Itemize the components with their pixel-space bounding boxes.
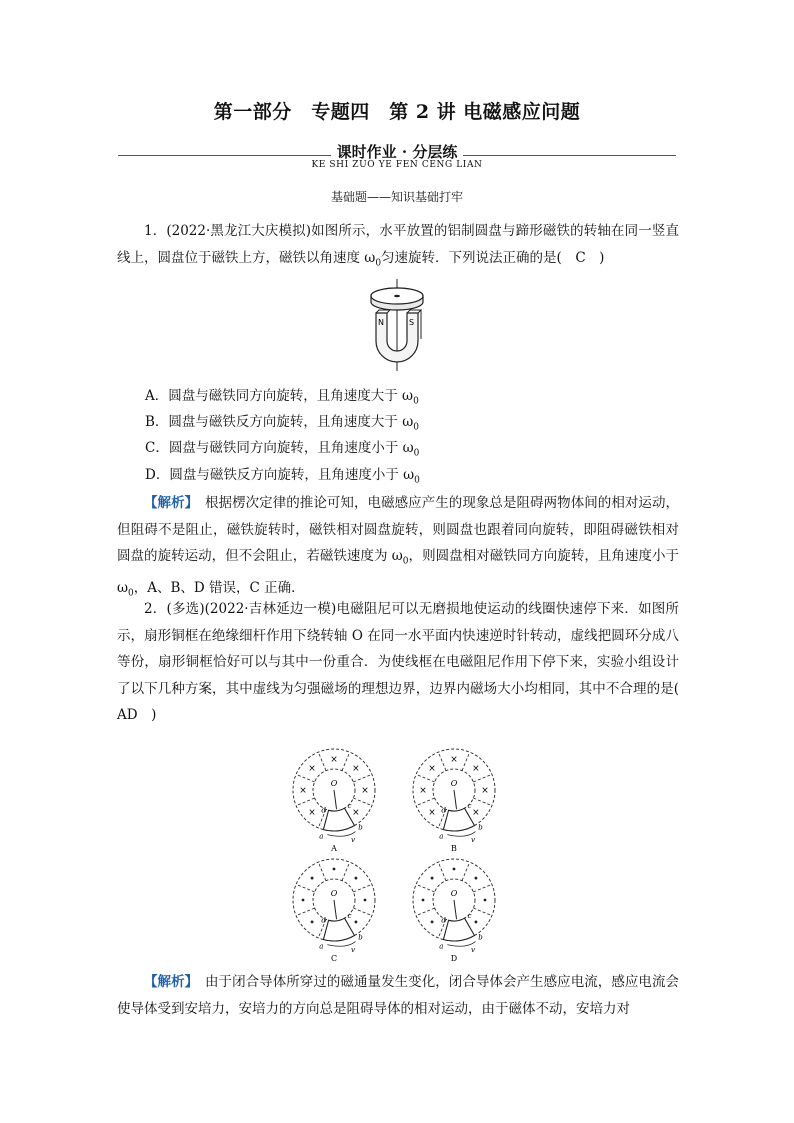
question-1-analysis: 【解析】 根据楞次定律的推论可知，电磁感应产生的现象总是阻碍两物体间的相对运动，但阻碍不是阻止，磁铁旋转时，磁铁相对圆盘旋转，则圆盘也跟着同向旋转，即阻碍磁铁相对圆盘的旋转运动，但不会阻止，若磁铁速度为 $\omega_0$，则圆盘相对磁铁同方向旋转，且角速度小于 $\omega_0$，A、B、D 错误，C 正确． xyxy=(117,495,680,599)
corner-label-c: c xyxy=(467,802,472,811)
field-dot-symbol xyxy=(311,877,314,880)
corner-label-b: b xyxy=(478,823,483,832)
question-1-stem: 1．(2022·黑龙江大庆模拟)如图所示，水平放置的铝制圆盘与蹄形磁铁的转轴在同一竖直线上，圆盘位于磁铁上方，磁铁以角速度 $\omega_0$匀速旋转．下列说法正确的是( C ) xyxy=(117,223,679,269)
corner-label-d: d xyxy=(441,806,446,815)
corner-label-b: b xyxy=(358,823,363,832)
ring-panel-C xyxy=(293,859,375,963)
field-cross-symbol: × xyxy=(330,755,338,765)
field-cross-symbol: × xyxy=(308,807,316,818)
field-dot-symbol xyxy=(475,877,478,880)
field-dot-symbol xyxy=(422,899,425,902)
field-dot-symbol xyxy=(355,921,358,924)
copper-sector-frame xyxy=(443,808,474,831)
field-cross-symbol: × xyxy=(299,786,307,796)
field-cross-symbol: × xyxy=(352,764,360,775)
section-title: 基础题——知识基础打牢 xyxy=(330,190,463,204)
corner-label-d: d xyxy=(441,916,446,925)
field-dot-symbol xyxy=(484,899,487,902)
panel-label: C xyxy=(330,954,338,963)
field-dot-symbol xyxy=(475,921,478,924)
field-dot-symbol xyxy=(333,868,336,871)
corner-label-c: c xyxy=(347,912,352,921)
field-cross-symbol: × xyxy=(481,786,489,796)
field-dot-symbol xyxy=(431,877,434,880)
field-cross-symbol: × xyxy=(352,807,360,818)
axis-label: O xyxy=(330,779,338,788)
field-dot-symbol xyxy=(431,921,434,924)
corner-label-d: d xyxy=(321,916,326,925)
field-cross-symbol: × xyxy=(472,764,480,775)
field-cross-symbol: × xyxy=(428,764,436,775)
field-dot-symbol xyxy=(311,921,314,924)
corner-label-b: b xyxy=(358,933,363,942)
corner-label-a: a xyxy=(319,832,324,841)
corner-label-a: a xyxy=(439,942,444,951)
velocity-label: v xyxy=(471,836,475,844)
corner-label-a: a xyxy=(319,942,324,951)
question-2-analysis: 【解析】 由于闭合导体所穿过的磁通量发生变化，闭合导体会产生感应电流，感应电流会使导体受到安培力，安培力的方向总是阻碍导体的相对运动，由于磁体不动，安培力对 xyxy=(117,974,680,1017)
field-dot-symbol xyxy=(364,899,367,902)
copper-sector-frame xyxy=(323,918,354,941)
banner-pinyin: KE SHI ZUO YE FEN CENG LIAN xyxy=(311,160,483,170)
magnet-south-label: S xyxy=(409,318,415,327)
question-1-option-d: D．圆盘与磁铁反方向旋转，且角速度小于 $\omega_0$ xyxy=(145,467,420,486)
copper-sector-frame xyxy=(443,918,474,941)
banner-chinese: 课时作业 · 分层练 xyxy=(336,143,458,161)
panel-label: D xyxy=(450,954,458,963)
question-1-option-a: A．圆盘与磁铁同方向旋转，且角速度大于 $\omega_0$ xyxy=(145,388,419,407)
corner-label-c: c xyxy=(347,802,352,811)
page-title: 第一部分 专题四 第 2 讲 电磁感应问题 xyxy=(213,101,581,123)
axis-label: O xyxy=(330,889,338,898)
velocity-label: v xyxy=(351,836,355,844)
field-dot-symbol xyxy=(355,877,358,880)
corner-label-c: c xyxy=(467,912,472,921)
field-cross-symbol: × xyxy=(428,807,436,818)
field-cross-symbol: × xyxy=(472,807,480,818)
magnet-north-label: N xyxy=(378,318,384,327)
ring-panel-A xyxy=(293,749,375,853)
corner-label-d: d xyxy=(321,806,326,815)
question-2-stem: 2．(多选)(2022·吉林延边一模)电磁阻尼可以无磨损地使运动的线圈快速停下来．如图所示，扇形铜框在绝缘细杆作用下绕转轴 O 在同一水平面内快速逆时针转动，虚线把圆环分成八等份，扇形铜框恰好可以与其中一份重合．为使线框在电磁阻尼作用下停下来，实验小组设计了以下几种方案，其中虚线为匀强磁场的理想边界，边界内磁场大小均相同，其中不合理的是( AD ) xyxy=(117,601,693,723)
field-dot-symbol xyxy=(453,868,456,871)
question-1-figure xyxy=(362,279,432,371)
velocity-label: v xyxy=(351,946,355,954)
axis-label: O xyxy=(450,889,458,898)
question-1-option-c: C．圆盘与磁铁同方向旋转，且角速度小于 $\omega_0$ xyxy=(145,440,420,459)
ring-panel-B xyxy=(413,749,495,853)
copper-sector-frame xyxy=(323,808,354,831)
analysis-tag: 【解析】 xyxy=(144,974,192,990)
corner-label-a: a xyxy=(439,832,444,841)
question-1-option-b: B．圆盘与磁铁反方向旋转，且角速度大于 $\omega_0$ xyxy=(145,414,419,433)
axis-label: O xyxy=(450,779,458,788)
velocity-label: v xyxy=(471,946,475,954)
field-cross-symbol: × xyxy=(308,764,316,775)
field-dot-symbol xyxy=(302,899,305,902)
field-cross-symbol: × xyxy=(419,786,427,796)
panel-label: B xyxy=(451,844,457,853)
field-cross-symbol: × xyxy=(450,755,458,765)
ring-panel-D xyxy=(413,859,495,963)
question-2-figure xyxy=(282,744,512,972)
panel-label: A xyxy=(331,844,337,853)
analysis-tag: 【解析】 xyxy=(144,495,192,511)
corner-label-b: b xyxy=(478,933,483,942)
field-cross-symbol: × xyxy=(361,786,369,796)
